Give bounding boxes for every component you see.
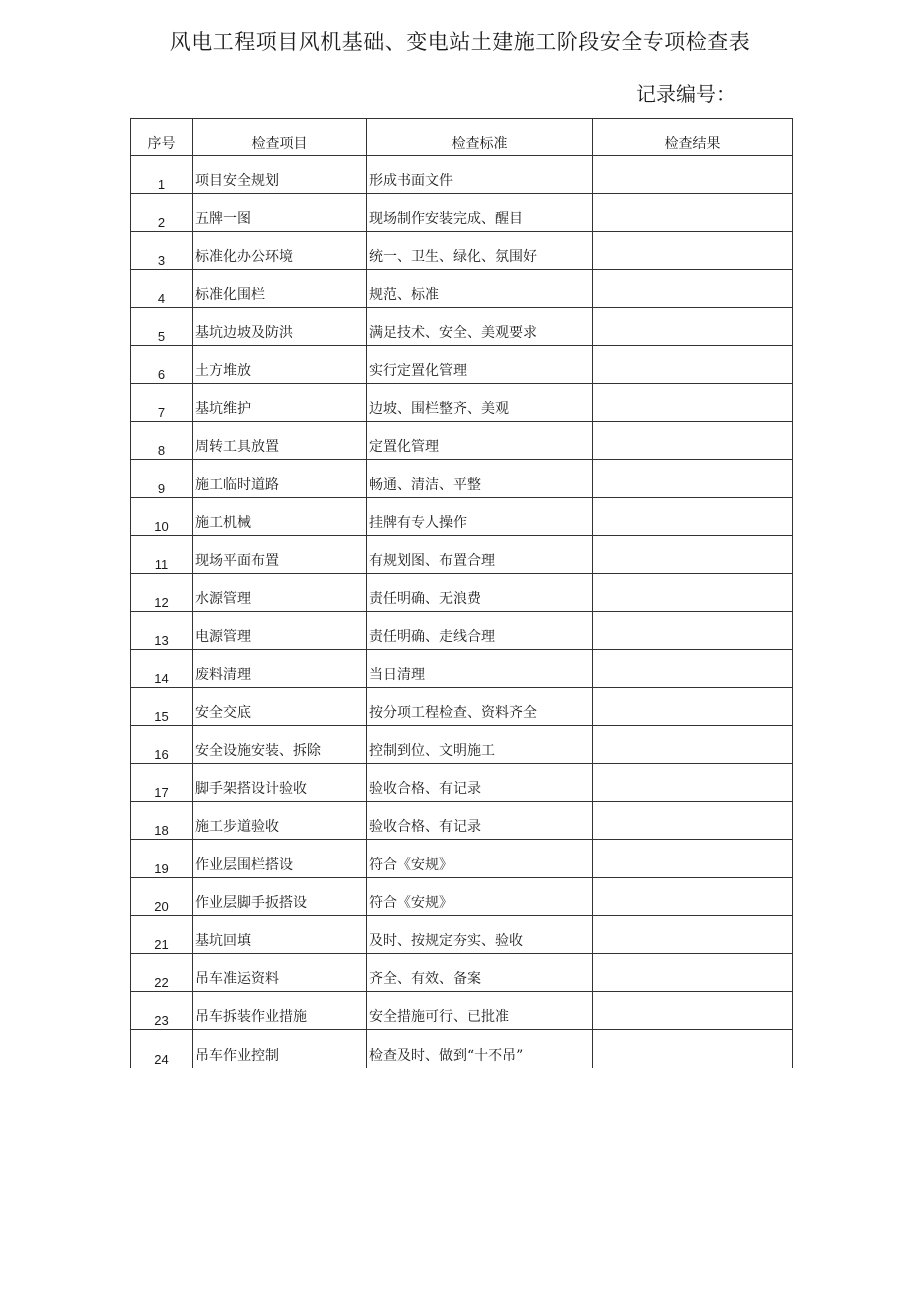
inspection-result-cell[interactable] [593,726,793,764]
inspection-standard-cell: 责任明确、走线合理 [367,612,593,650]
row-number: 16 [131,726,193,764]
table-row [131,840,793,878]
inspection-item-cell: 土方堆放 [193,346,367,384]
inspection-table [130,118,793,1068]
inspection-standard-cell: 畅通、清洁、平整 [367,460,593,498]
inspection-standard-cell: 安全措施可行、已批准 [367,992,593,1030]
inspection-item-cell: 电源管理 [193,612,367,650]
inspection-result-cell[interactable] [593,916,793,954]
inspection-item-cell: 吊车准运资料 [193,954,367,992]
row-number: 19 [131,840,193,878]
record-number-label: 记录编号： [636,82,736,106]
inspection-item-cell: 项目安全规划 [193,156,367,194]
inspection-standard-cell: 实行定置化管理 [367,346,593,384]
header-inspection-result: 检查结果 [593,119,793,156]
inspection-item-cell: 基坑边坡及防洪 [193,308,367,346]
row-number: 8 [131,422,193,460]
row-number: 15 [131,688,193,726]
inspection-item-cell: 安全交底 [193,688,367,726]
inspection-item-cell: 施工机械 [193,498,367,536]
inspection-item-cell: 作业层围栏搭设 [193,840,367,878]
row-number: 11 [131,536,193,574]
inspection-result-cell[interactable] [593,460,793,498]
inspection-standard-cell: 定置化管理 [367,422,593,460]
inspection-result-cell[interactable] [593,612,793,650]
inspection-standard-cell: 统一、卫生、绿化、氛围好 [367,232,593,270]
inspection-item-cell: 安全设施安装、拆除 [193,726,367,764]
table-row [131,916,793,954]
inspection-item-cell: 作业层脚手扳搭设 [193,878,367,916]
inspection-item-cell: 标准化围栏 [193,270,367,308]
inspection-standard-cell: 当日清理 [367,650,593,688]
table-row [131,650,793,688]
table-row [131,1030,793,1068]
header-inspection-standard: 检查标准 [367,119,593,156]
inspection-result-cell[interactable] [593,422,793,460]
table-row [131,422,793,460]
inspection-item-cell: 水源管理 [193,574,367,612]
table-row [131,574,793,612]
inspection-standard-cell: 符合《安规》 [367,840,593,878]
inspection-standard-cell: 现场制作安装完成、醒目 [367,194,593,232]
table-row [131,498,793,536]
table-row [131,688,793,726]
row-number: 20 [131,878,193,916]
table-row [131,460,793,498]
row-number: 12 [131,574,193,612]
inspection-result-cell[interactable] [593,194,793,232]
table-row [131,726,793,764]
row-number: 24 [131,1030,193,1068]
inspection-result-cell[interactable] [593,840,793,878]
inspection-standard-cell: 规范、标准 [367,270,593,308]
header-number: 序号 [131,119,193,156]
inspection-result-cell[interactable] [593,764,793,802]
inspection-standard-cell: 有规划图、布置合理 [367,536,593,574]
inspection-item-cell: 基坑回填 [193,916,367,954]
row-number: 9 [131,460,193,498]
inspection-item-cell: 现场平面布置 [193,536,367,574]
inspection-item-cell: 施工步道验收 [193,802,367,840]
table-row [131,992,793,1030]
row-number: 6 [131,346,193,384]
row-number: 14 [131,650,193,688]
table-row [131,802,793,840]
table-row [131,270,793,308]
table-row [131,156,793,194]
table-row [131,194,793,232]
inspection-result-cell[interactable] [593,308,793,346]
table-row [131,308,793,346]
inspection-result-cell[interactable] [593,802,793,840]
table-row [131,232,793,270]
row-number: 17 [131,764,193,802]
inspection-standard-cell: 验收合格、有记录 [367,764,593,802]
inspection-item-cell: 吊车作业控制 [193,1030,367,1068]
table-header-row [131,119,793,156]
table-row [131,384,793,422]
row-number: 1 [131,156,193,194]
row-number: 10 [131,498,193,536]
inspection-result-cell[interactable] [593,384,793,422]
inspection-standard-cell: 形成书面文件 [367,156,593,194]
inspection-result-cell[interactable] [593,688,793,726]
row-number: 21 [131,916,193,954]
row-number: 18 [131,802,193,840]
inspection-result-cell[interactable] [593,156,793,194]
table-row [131,536,793,574]
inspection-result-cell[interactable] [593,878,793,916]
table-row [131,346,793,384]
inspection-result-cell[interactable] [593,954,793,992]
row-number: 22 [131,954,193,992]
row-number: 3 [131,232,193,270]
inspection-standard-cell: 边坡、围栏整齐、美观 [367,384,593,422]
inspection-result-cell[interactable] [593,498,793,536]
row-number: 7 [131,384,193,422]
row-number: 13 [131,612,193,650]
table-body [131,156,793,1068]
inspection-standard-cell: 挂牌有专人操作 [367,498,593,536]
inspection-standard-cell: 检查及时、做到“十不吊” [367,1030,593,1068]
inspection-item-cell: 五牌一图 [193,194,367,232]
inspection-standard-cell: 及时、按规定夯实、验收 [367,916,593,954]
inspection-item-cell: 吊车拆装作业措施 [193,992,367,1030]
inspection-standard-cell: 控制到位、文明施工 [367,726,593,764]
table-row [131,612,793,650]
document-title: 风电工程项目风机基础、变电站土建施工阶段安全专项检查表 [169,30,751,54]
table-row [131,878,793,916]
inspection-standard-cell: 满足技术、安全、美观要求 [367,308,593,346]
inspection-item-cell: 废料清理 [193,650,367,688]
inspection-result-cell[interactable] [593,232,793,270]
inspection-result-cell[interactable] [593,650,793,688]
table-row [131,954,793,992]
inspection-result-cell[interactable] [593,574,793,612]
inspection-item-cell: 标准化办公环境 [193,232,367,270]
inspection-standard-cell: 责任明确、无浪费 [367,574,593,612]
inspection-item-cell: 施工临时道路 [193,460,367,498]
table-row [131,764,793,802]
inspection-standard-cell: 验收合格、有记录 [367,802,593,840]
inspection-result-cell[interactable] [593,536,793,574]
row-number: 2 [131,194,193,232]
inspection-item-cell: 脚手架搭设计验收 [193,764,367,802]
inspection-result-cell[interactable] [593,992,793,1030]
inspection-result-cell[interactable] [593,346,793,384]
inspection-standard-cell: 符合《安规》 [367,878,593,916]
inspection-standard-cell: 按分项工程检查、资料齐全 [367,688,593,726]
inspection-result-cell[interactable] [593,1030,793,1068]
header-inspection-item: 检查项目 [193,119,367,156]
inspection-item-cell: 周转工具放置 [193,422,367,460]
inspection-table-container [130,118,792,1068]
inspection-standard-cell: 齐全、有效、备案 [367,954,593,992]
inspection-item-cell: 基坑维护 [193,384,367,422]
row-number: 23 [131,992,193,1030]
row-number: 4 [131,270,193,308]
row-number: 5 [131,308,193,346]
inspection-result-cell[interactable] [593,270,793,308]
